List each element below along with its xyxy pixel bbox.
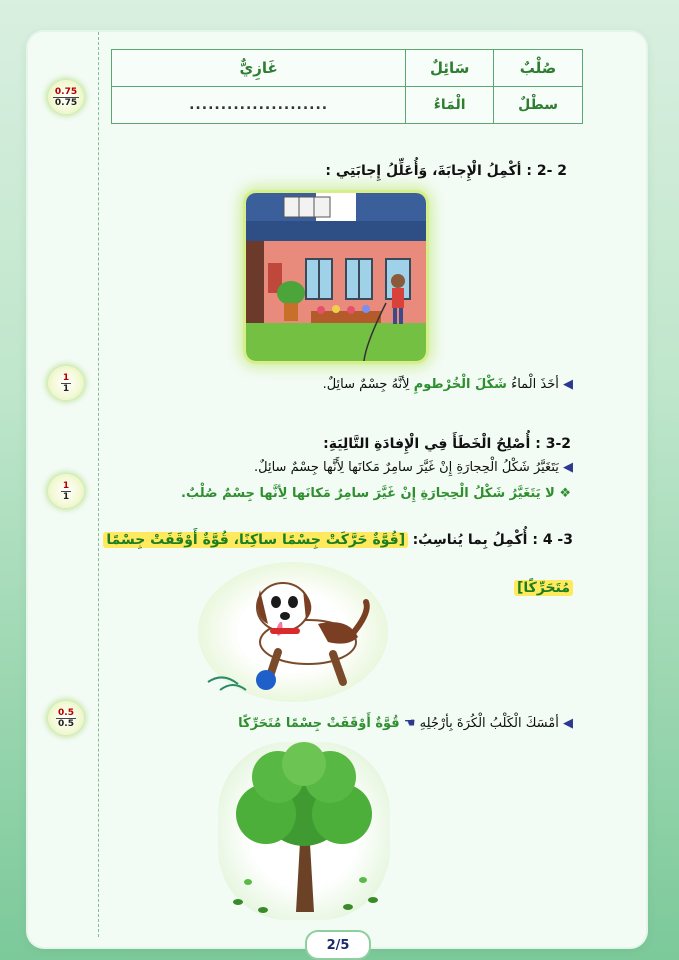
- table-answer-row: [112, 87, 583, 124]
- question-3-2-title: 3-2 : أُصْلِحُ الْخَطَأَ فِي الْإِفادَةِ التَّالِيَةِ:: [323, 436, 571, 452]
- question-3-2-statement: [254, 460, 573, 475]
- score-earned: 0.75: [54, 86, 78, 97]
- score-badge-2: [48, 366, 84, 400]
- bullet-arrow-icon: ◀: [563, 377, 573, 392]
- answer-liquid: الْمَاءُ: [406, 87, 494, 124]
- wrong-statement: يَتَغَيَّرُ شَكْلُ الْحِجارَةِ إِنْ غَيَّرَ سامِرٌ مَكانَها لِأَنَّها جِسْمٌ سائِلٌ.: [254, 460, 559, 475]
- question-3-4-options-cont: [514, 580, 573, 596]
- question-3-4-title-row: [103, 532, 573, 548]
- answer-prefix: أمْسَكَ الْكَلْبُ الْكُرَةَ بِأرْجُلِهِ: [419, 716, 559, 731]
- score-total: 0.5: [58, 718, 74, 729]
- dog-ball-image: [198, 562, 388, 702]
- answer-highlight: شَكْلَ الْخُرْطومِ: [413, 377, 507, 392]
- question-3-2-correction: [181, 486, 571, 501]
- table-header-row: [112, 50, 583, 87]
- header-liquid: سَائِلٌ: [406, 50, 494, 87]
- question-3-4-answer: [238, 716, 573, 731]
- answer-gas: ......................: [112, 87, 406, 124]
- score-badge-1: [48, 80, 84, 114]
- score-total: 0.75: [54, 97, 78, 108]
- score-earned: 1: [62, 372, 70, 383]
- states-of-matter-table: [111, 49, 583, 124]
- house-garden-image: [246, 193, 426, 361]
- bullet-arrow-icon: ◀: [563, 460, 573, 475]
- score-earned: 0.5: [58, 707, 74, 718]
- pointing-hand-icon: ☚: [403, 716, 416, 731]
- score-total: 1: [62, 491, 70, 502]
- diamond-bullet-icon: ❖: [559, 486, 571, 501]
- score-badge-3: [48, 474, 84, 508]
- answer-solid: سطْلٌ: [494, 87, 583, 124]
- answer-prefix: أخَذَ الْماءُ: [511, 377, 559, 392]
- question-2-2-answer: [323, 377, 573, 392]
- score-badge-4: [48, 701, 84, 735]
- corrected-statement: لا يَتَغَيَّرُ شَكْلُ الْحِجارَةِ إِنْ غَيَّرَ سامِرٌ مَكانَها لِأنَّها جِسْمٌ صُلْبٌ.: [181, 486, 555, 501]
- header-solid: صُلْبٌ: [494, 50, 583, 87]
- score-earned: 1: [62, 480, 70, 491]
- page-number: 2/5: [305, 930, 371, 960]
- tree-image: [218, 742, 390, 920]
- answer-suffix: لِأنَّهُ جِسْمٌ سائِلٌ.: [322, 377, 410, 392]
- question-2-2-title: 2 -2 : أكْمِلُ الْإِجابَةَ، وَأُعَلِّلُ إِجابَتِي :: [325, 163, 567, 179]
- answer-highlight: قُوَّةٌ أَوْقَفَتْ جِسْمًا مُتَحَرِّكًا: [238, 716, 400, 731]
- header-gas: غَازِيٌّ: [112, 50, 406, 87]
- question-3-4-title: 3- 4 : أُكْمِلُ بِما يُناسِبُ:: [412, 532, 573, 548]
- margin-divider: [98, 32, 100, 937]
- options-list: [قُوَّةٌ حَرَّكَتْ جِسْمًا ساكِنًا، قُوَّةٌ أَوْقَفَتْ جِسْمًا: [103, 532, 408, 548]
- options-list-end: مُتَحَرِّكًا]: [514, 580, 573, 596]
- bullet-arrow-icon: ◀: [563, 716, 573, 731]
- score-total: 1: [62, 383, 70, 394]
